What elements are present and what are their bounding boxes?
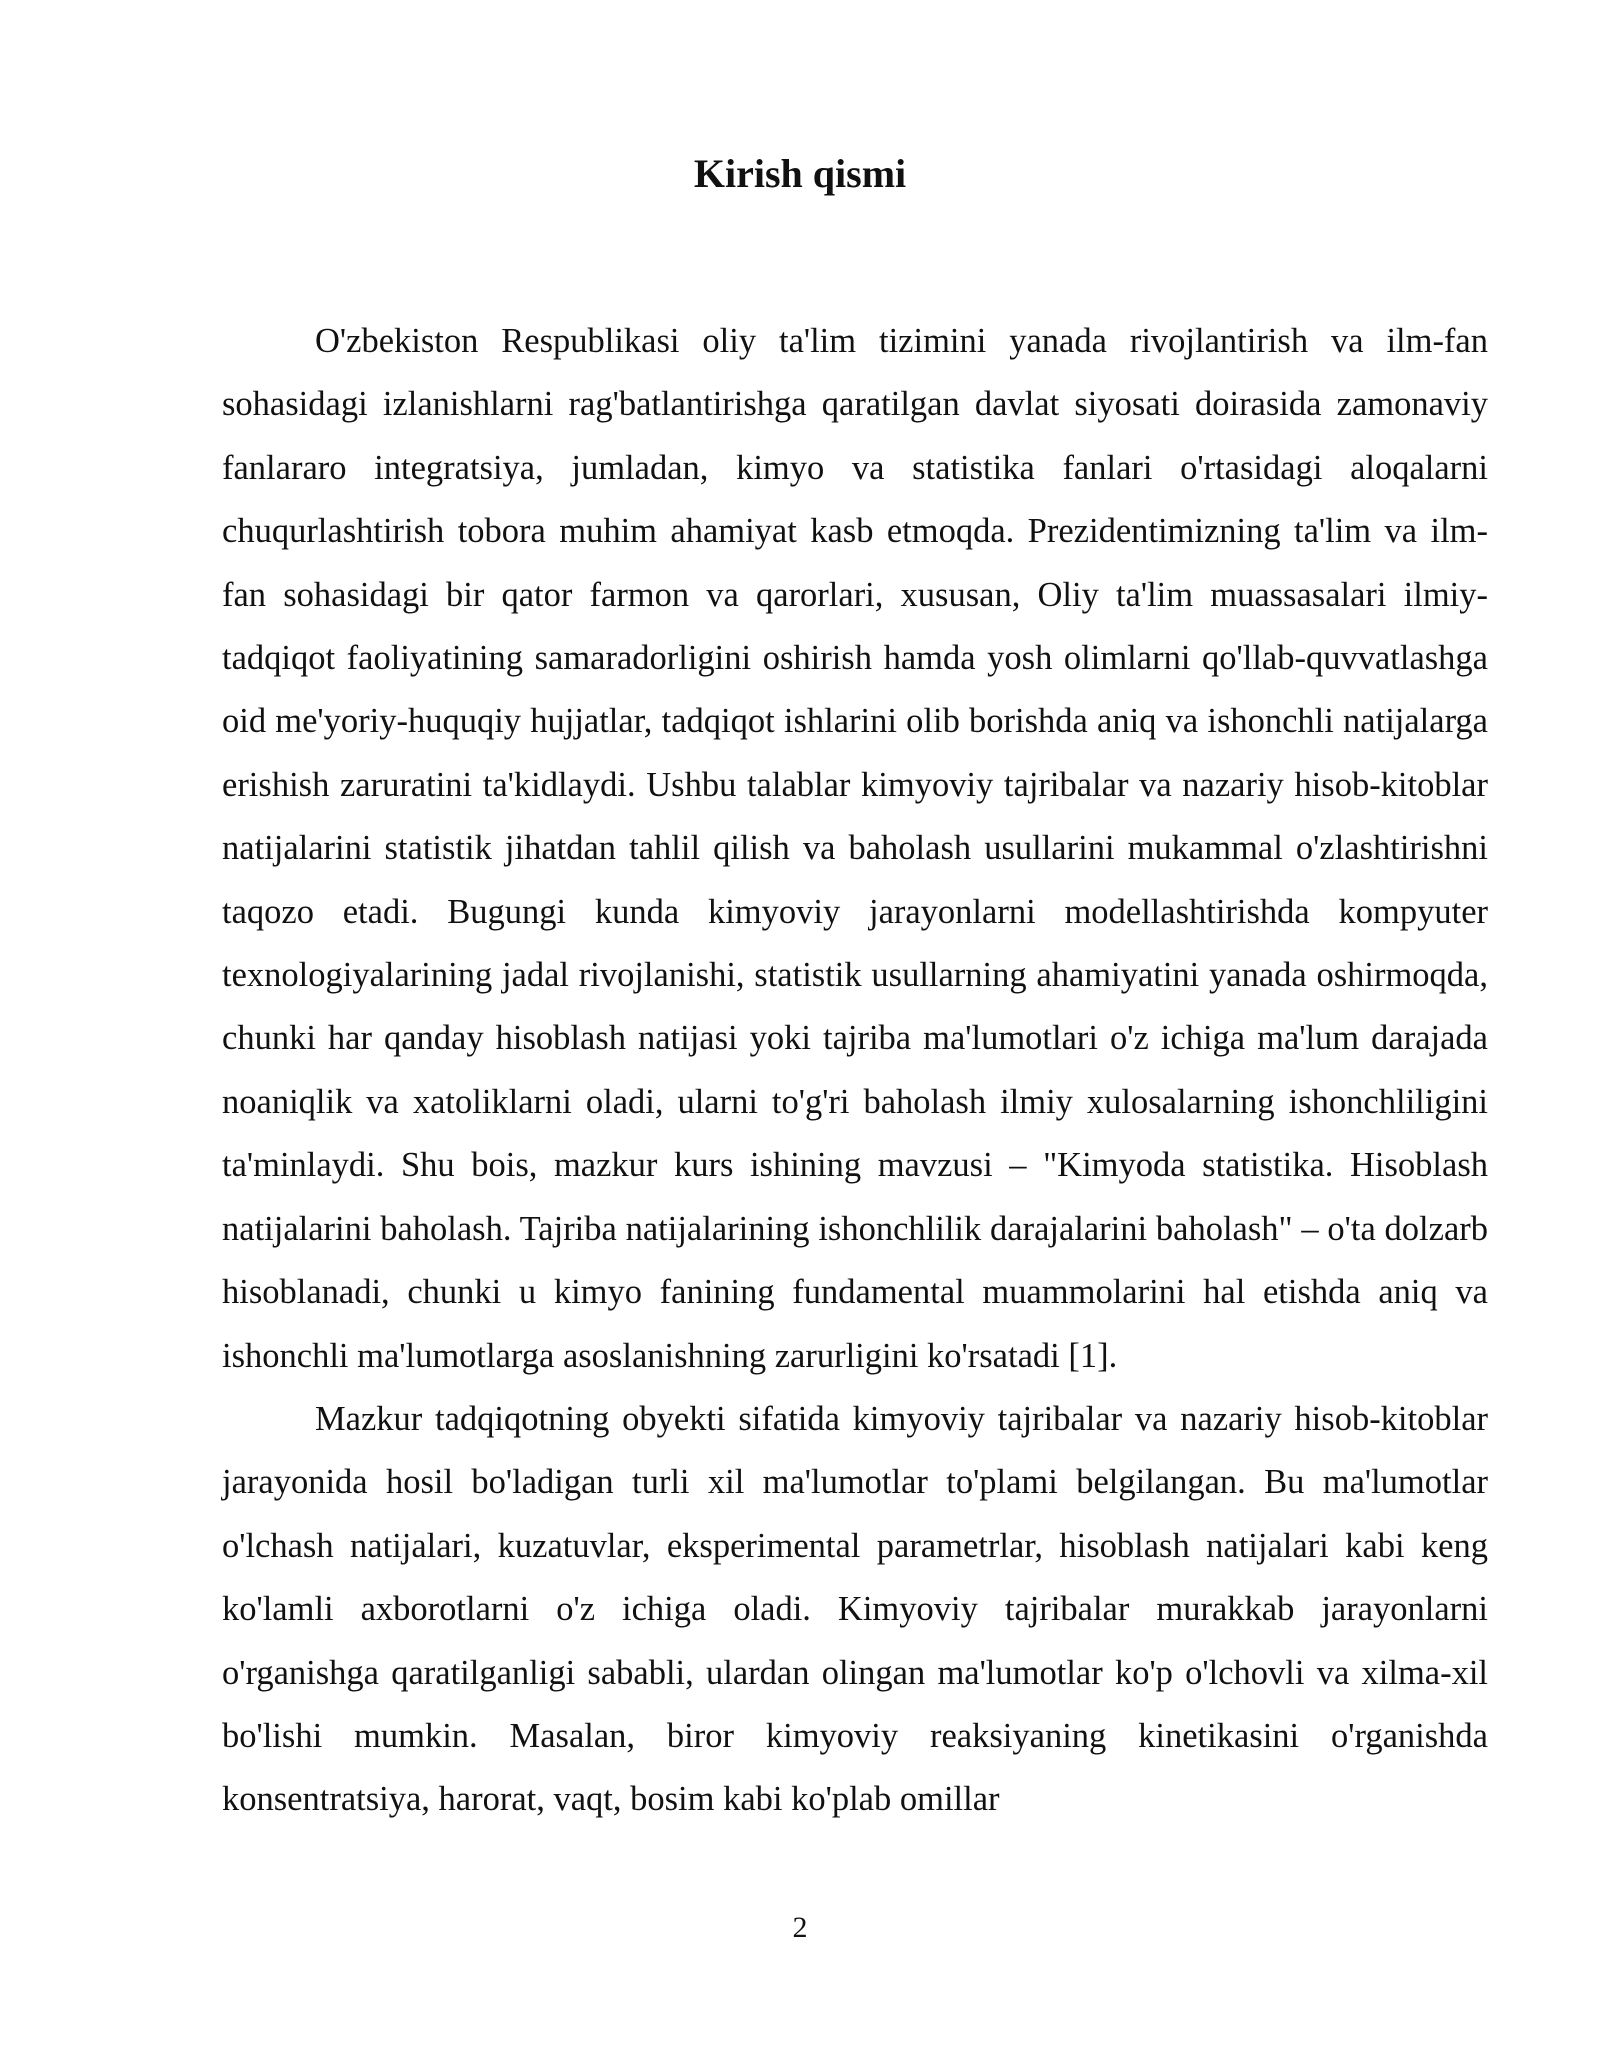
page-number: 2 [792,1911,808,1944]
paragraph-intro: O'zbekiston Respublikasi oliy ta'lim tizimini yanada rivojlantirish va ilm-fan sohasidagi izlanishlarni rag'batlantirishga qaratilgan davlat siyosati doirasida zamonaviy fanlararo integratsiya, jumladan, kimyo va statistika fanlari o'rtasidagi aloqalarni chuqurlashtirish tobora muhim ahamiyat kasb etmoqda. Prezidentimizning ta'lim va ilm-fan sohasidagi bir qator farmon va qarorlari, xususan, Oliy ta'lim muassasalari ilmiy-tadqiqot faoliyatining samaradorligini oshirish hamda yosh olimlarni qo'llab-quvvatlashga oid me'yoriy-huquqiy hujjatlar, tadqiqot ishlarini olib borishda aniq va ishonchli natijalarga erishish zaruratini ta'kidlaydi. Ushbu talablar kimyoviy tajribalar va nazariy hisob-kitoblar natijalarini statistik jihatdan tahlil qilish va baholash usullarini mukammal o'zlashtirishni taqozo etadi. Bugungi kunda kimyoviy jarayonlarni modellashtirishda kompyuter texnologiyalarining jadal rivojlanishi, statistik usullarning ahamiyatini yanada oshirmoqda, chunki har qanday hisoblash natijasi yoki tajriba ma'lumotlari o'z ichiga ma'lum darajada noaniqlik va xatoliklarni oladi, ularni to'g'ri baholash ilmiy xulosalarning ishonchliligini ta'minlaydi. Shu bois, mazkur kurs ishining mavzusi – "Kimyoda statistika. Hisoblash natijalarini baholash. Tajriba natijalarining ishonchlilik darajalarini baholash" – o'ta dolzarb hisoblanadi, chunki u kimyo fanining fundamental muammolarini hal etishda aniq va ishonchli ma'lumotlarga asoslanishning zarurligini ko'rsatadi [1]. [222,322,1488,1375]
paragraph-research-object: Mazkur tadqiqotning obyekti sifatida kimyoviy tajribalar va nazariy hisob-kitoblar jarayonida hosil bo'ladigan turli xil ma'lumotlar to'plami belgilangan. Bu ma'lumotlar o'lchash natijalari, kuzatuvlar, eksperimental parametrlar, hisoblash natijalari kabi keng ko'lamli axborotlarni o'z ichiga oladi. Kimyoviy tajribalar murakkab jarayonlarni o'rganishga qaratilganligi sababli, ulardan olingan ma'lumotlar ko'p o'lchovli va xilma-xil bo'lishi mumkin. Masalan, biror kimyoviy reaksiyaning kinetikasini o'rganishda konsentratsiya, harorat, vaqt, bosim kabi ko'plab omillar [222,1399,1488,1819]
page-title: Kirish qismi [693,151,907,196]
page-body [222,310,1488,1832]
